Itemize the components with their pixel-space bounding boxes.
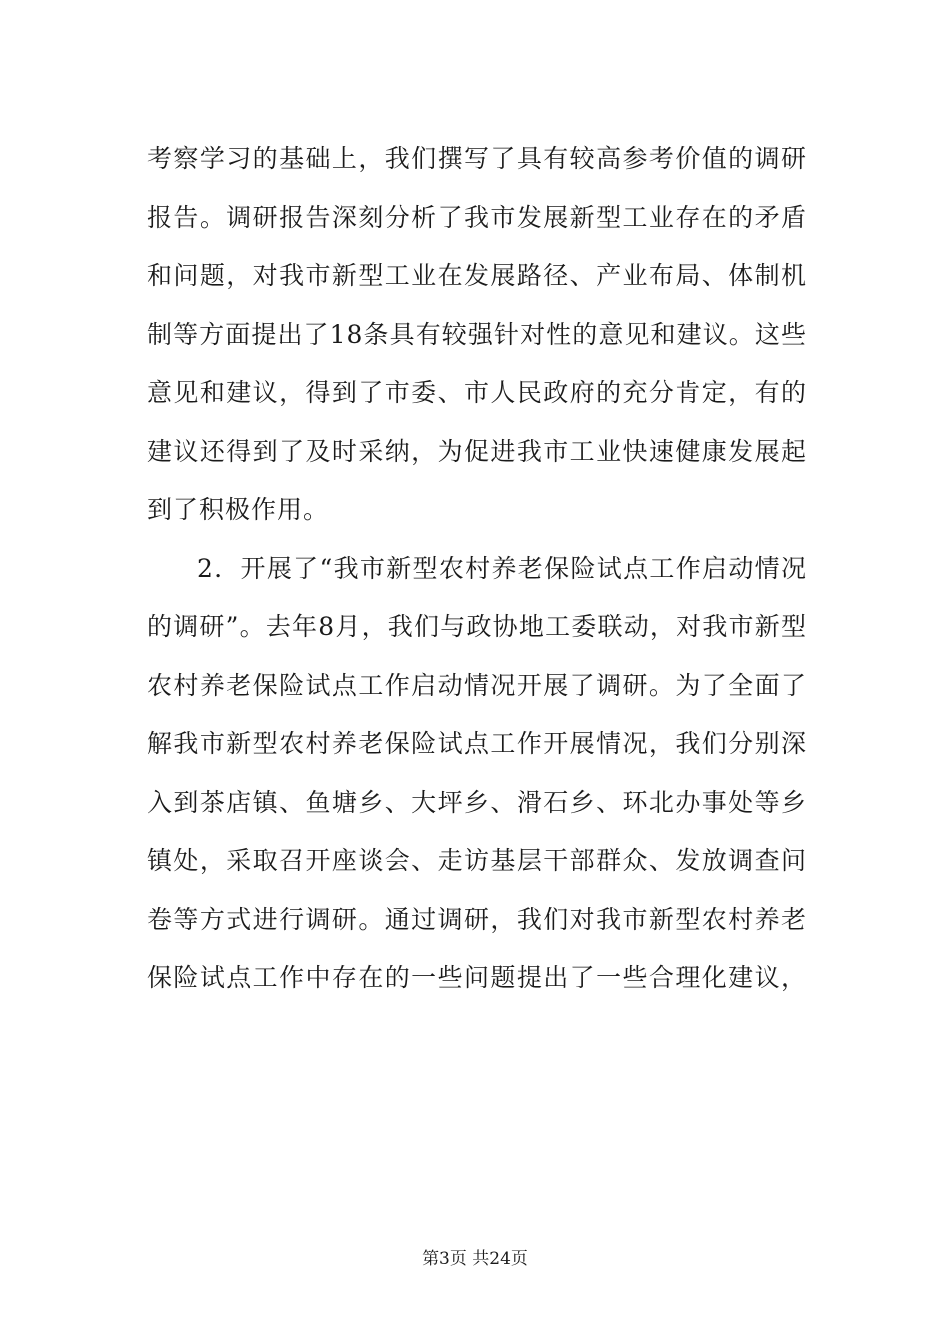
page-number-footer: 第3页 共24页 <box>422 1249 528 1269</box>
paragraph-start-line: 2．开展了“我市新型农村养老保险试点工作启动情况 <box>197 553 807 583</box>
text-line: 镇处，采取召开座谈会、走访基层干部群众、发放调查问 <box>147 846 807 875</box>
document-body <box>147 130 807 1008</box>
paragraph-end-line: 到了积极作用。 <box>147 495 330 524</box>
text-line: 保险试点工作中存在的一些问题提出了一些合理化建议， <box>147 963 807 992</box>
text-line: 解我市新型农村养老保险试点工作开展情况，我们分别深 <box>147 729 807 758</box>
text-line: 入到茶店镇、鱼塘乡、大坪乡、滑石乡、环北办事处等乡 <box>147 787 807 817</box>
text-line: 农村养老保险试点工作启动情况开展了调研。为了全面了 <box>147 670 807 700</box>
text-line: 考察学习的基础上，我们撰写了具有较高参考价值的调研 <box>147 144 807 173</box>
text-line: 卷等方式进行调研。通过调研，我们对我市新型农村养老 <box>147 904 807 934</box>
text-line: 意见和建议，得到了市委、市人民政府的充分肯定，有的 <box>147 378 807 407</box>
text-line: 建议还得到了及时采纳，为促进我市工业快速健康发展起 <box>147 436 807 466</box>
text-line: 报告。调研报告深刻分析了我市发展新型工业存在的矛盾 <box>147 202 807 232</box>
text-line: 的调研”。去年8月，我们与政协地工委联动，对我市新型 <box>147 612 807 641</box>
text-line: 制等方面提出了18条具有较强针对性的意见和建议。这些 <box>147 319 807 349</box>
text-line: 和问题，对我市新型工业在发展路径、产业布局、体制机 <box>147 261 807 290</box>
